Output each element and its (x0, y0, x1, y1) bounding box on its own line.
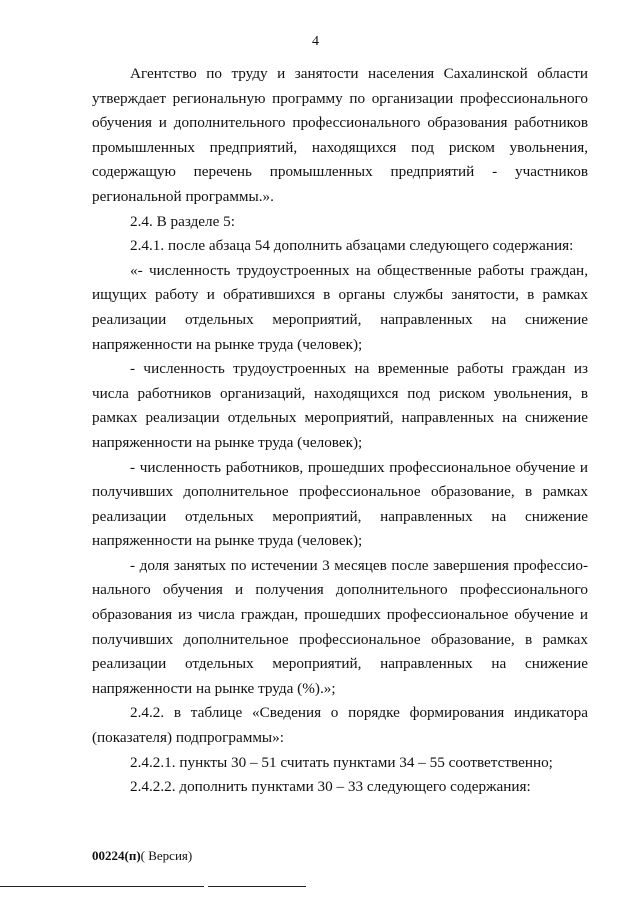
paragraph-temporary-works-indicator: - численность трудоустроенных на временные работы граждан из числа работников организаций, находящихся под риском увольнения, в рамках реализации отдельных мероприятий, направленных на снижение напряженности на рынке труда (человек); (92, 360, 588, 451)
document-code: 00224(п) (92, 848, 141, 863)
paragraph-2-4-2-1: 2.4.2.1. пункты 30 – 51 считать пунктами 34 – 55 соответственно; (130, 753, 553, 771)
footer-rule-short (208, 886, 306, 887)
paragraph-2-4-1: 2.4.1. после абзаца 54 дополнить абзацами следующего содержания: (130, 237, 574, 255)
footer-rule (0, 886, 204, 887)
document-body (92, 62, 588, 800)
document-version: ( Версия) (140, 848, 193, 863)
paragraph-2-4-2-2: 2.4.2.2. дополнить пунктами 30 – 33 следующего содержания: (130, 778, 531, 796)
page-number: 4 (312, 34, 319, 49)
paragraph-employed-share-indicator: - доля занятых по истечении 3 месяцев после завершения профессионального обучения и получения дополнительного профессионального образования из числа граждан, прошедших профессиональное обучение и получивших дополнительное профессиональное образование, в рамках реализации отдельных мероприятий, направленных на снижение напряженности на рынке труда (%).»; (92, 556, 588, 697)
document-footer (92, 848, 192, 864)
paragraph-section-2-4: 2.4. В разделе 5: (130, 212, 235, 230)
paragraph-2-4-2: 2.4.2. в таблице «Сведения о порядке формирования индикатора (показателя) подпрограммы»: (92, 704, 588, 747)
paragraph-agency-approval: Агентство по труду и занятости населения Сахалинской области утверждает региональную программу по организации профессионального обучения и дополнительного профессионального образования работников промышленных предприятий, находящихся под риском увольнения, содержащую перечень промышленных предприятий - участников региональной программы.». (92, 65, 588, 205)
paragraph-public-works-indicator: «- численность трудоустроенных на общественные работы граждан, ищущих работу и обратившихся в органы службы занятости, в рамках реализации отдельных мероприятий, направленных на снижение напряженности на рынке труда (человек); (92, 261, 588, 353)
paragraph-trained-workers-indicator: - численность работников, прошедших профессиональное обучение и получивших дополнительное профессиональное образование, в рамках реализации отдельных мероприятий, направленных на снижение напряженности на рынке труда (человек); (92, 458, 588, 550)
